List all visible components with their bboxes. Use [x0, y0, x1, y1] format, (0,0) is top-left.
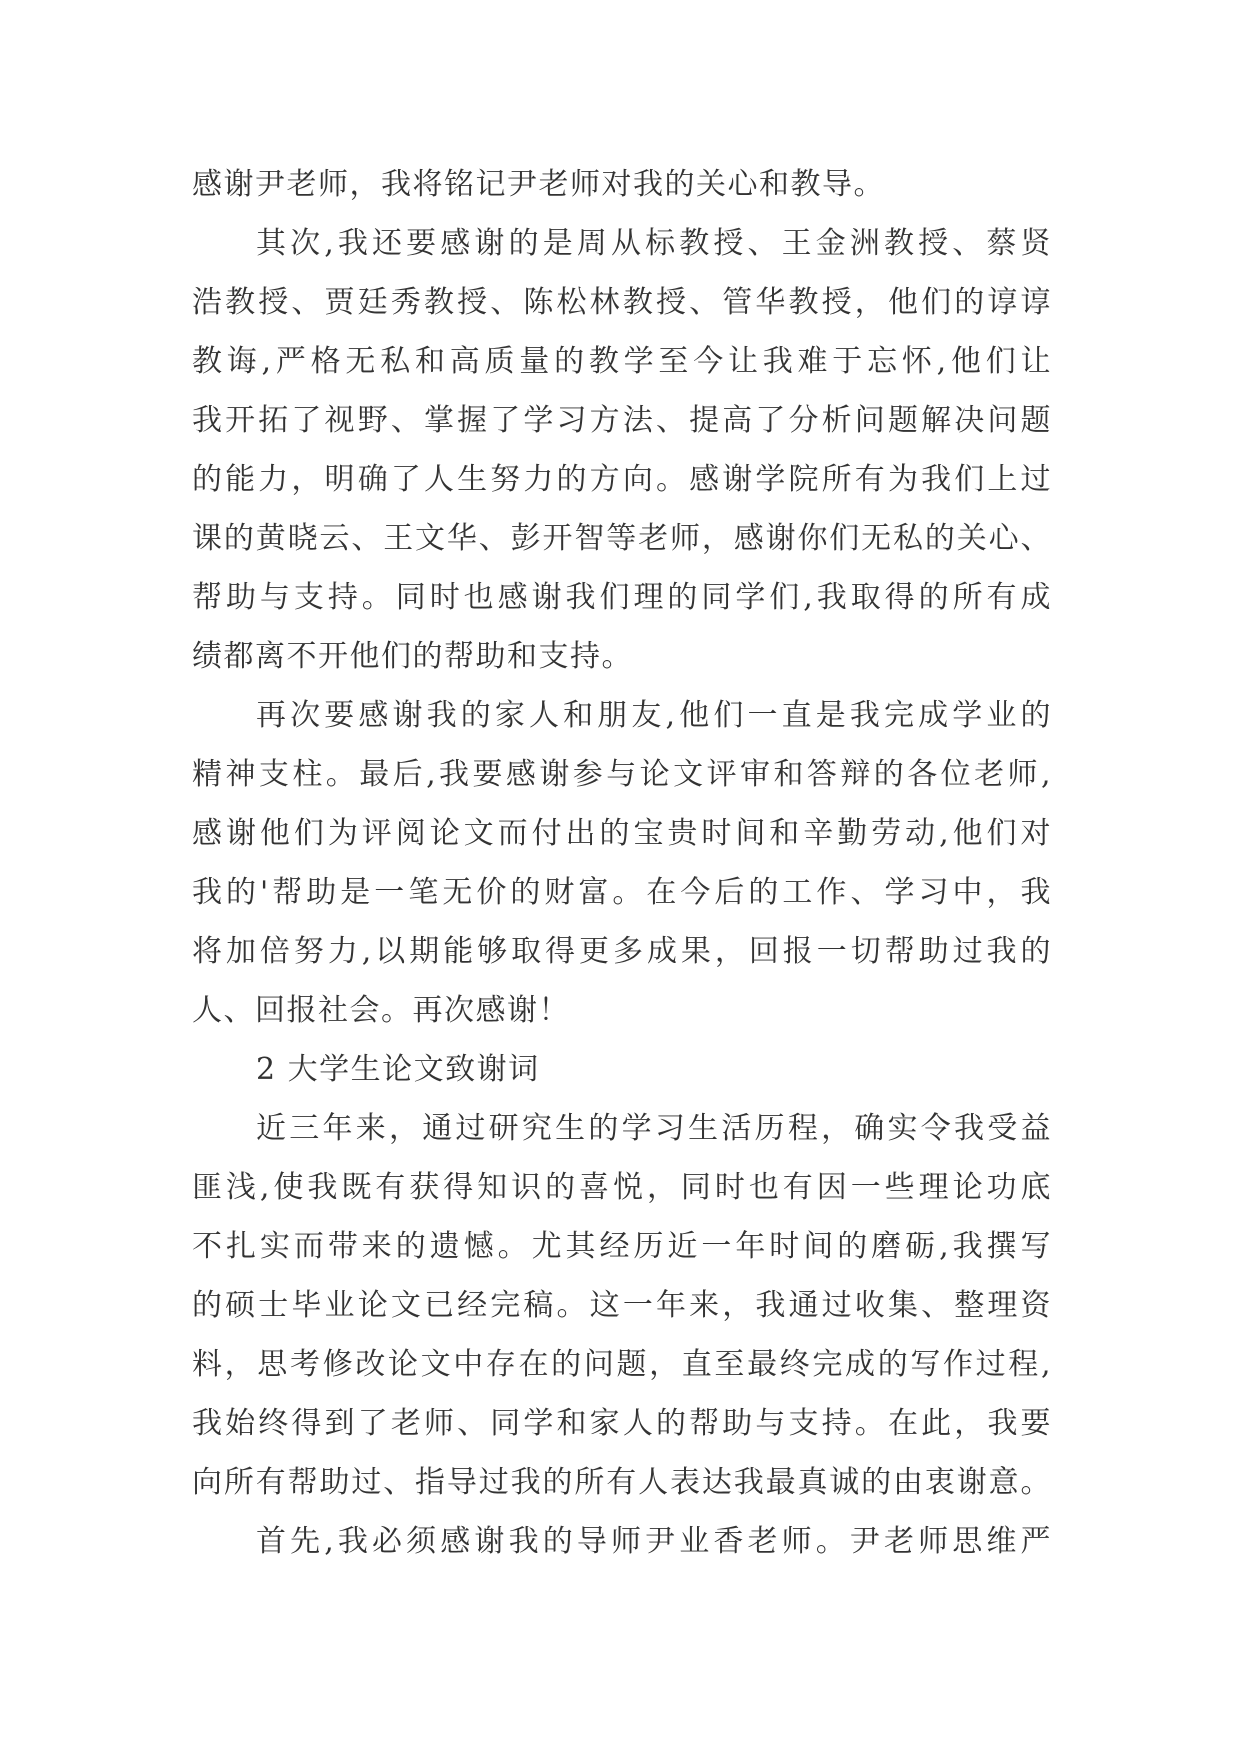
- paragraph-line: 匪浅,使我既有获得知识的喜悦，同时也有因一些理论功底: [192, 1170, 1052, 1205]
- paragraph-line: 教诲,严格无私和高质量的教学至今让我难于忘怀,他们让: [192, 344, 1052, 379]
- paragraph-line: 精神支柱。最后,我要感谢参与论文评审和答辩的各位老师,: [192, 757, 1052, 792]
- paragraph-line: 向所有帮助过、指导过我的所有人表达我最真诚的由衷谢意。: [192, 1465, 1052, 1500]
- paragraph-line: 人、回报社会。再次感谢！: [192, 993, 570, 1028]
- paragraph-line: 我开拓了视野、掌握了学习方法、提高了分析问题解决问题: [192, 403, 1052, 438]
- paragraph-line: 将加倍努力,以期能够取得更多成果，回报一切帮助过我的: [192, 934, 1052, 969]
- paragraph-line: 感谢尹老师，我将铭记尹老师对我的关心和教导。: [192, 167, 885, 202]
- paragraph-line: 帮助与支持。同时也感谢我们理的同学们,我取得的所有成: [192, 580, 1052, 615]
- paragraph-line: 不扎实而带来的遗憾。尤其经历近一年时间的磨砺,我撰写: [192, 1229, 1052, 1264]
- paragraph-line: 课的黄晓云、王文华、彭开智等老师，感谢你们无私的关心、: [192, 521, 1052, 556]
- paragraph-line: 近三年来，通过研究生的学习生活历程，确实令我受益: [256, 1111, 1052, 1146]
- paragraph-line: 浩教授、贾廷秀教授、陈松林教授、管华教授，他们的谆谆: [192, 285, 1052, 320]
- paragraph-line: 的能力，明确了人生努力的方向。感谢学院所有为我们上过: [192, 462, 1052, 497]
- paragraph-line: 我的'帮助是一笔无价的财富。在今后的工作、学习中，我: [192, 875, 1052, 910]
- section-heading: 2 大学生论文致谢词: [256, 1052, 540, 1087]
- paragraph-line: 再次要感谢我的家人和朋友,他们一直是我完成学业的: [256, 698, 1052, 733]
- paragraph-line: 的硕士毕业论文已经完稿。这一年来，我通过收集、整理资: [192, 1288, 1052, 1323]
- paragraph-line: 料，思考修改论文中存在的问题，直至最终完成的写作过程,: [192, 1347, 1052, 1382]
- paragraph-line: 首先,我必须感谢我的导师尹业香老师。尹老师思维严: [256, 1524, 1052, 1559]
- paragraph-line: 其次,我还要感谢的是周从标教授、王金洲教授、蔡贤: [256, 226, 1052, 261]
- paragraph-line: 感谢他们为评阅论文而付出的宝贵时间和辛勤劳动,他们对: [192, 816, 1052, 851]
- paragraph-line: 绩都离不开他们的帮助和支持。: [192, 639, 633, 674]
- paragraph-line: 我始终得到了老师、同学和家人的帮助与支持。在此，我要: [192, 1406, 1052, 1441]
